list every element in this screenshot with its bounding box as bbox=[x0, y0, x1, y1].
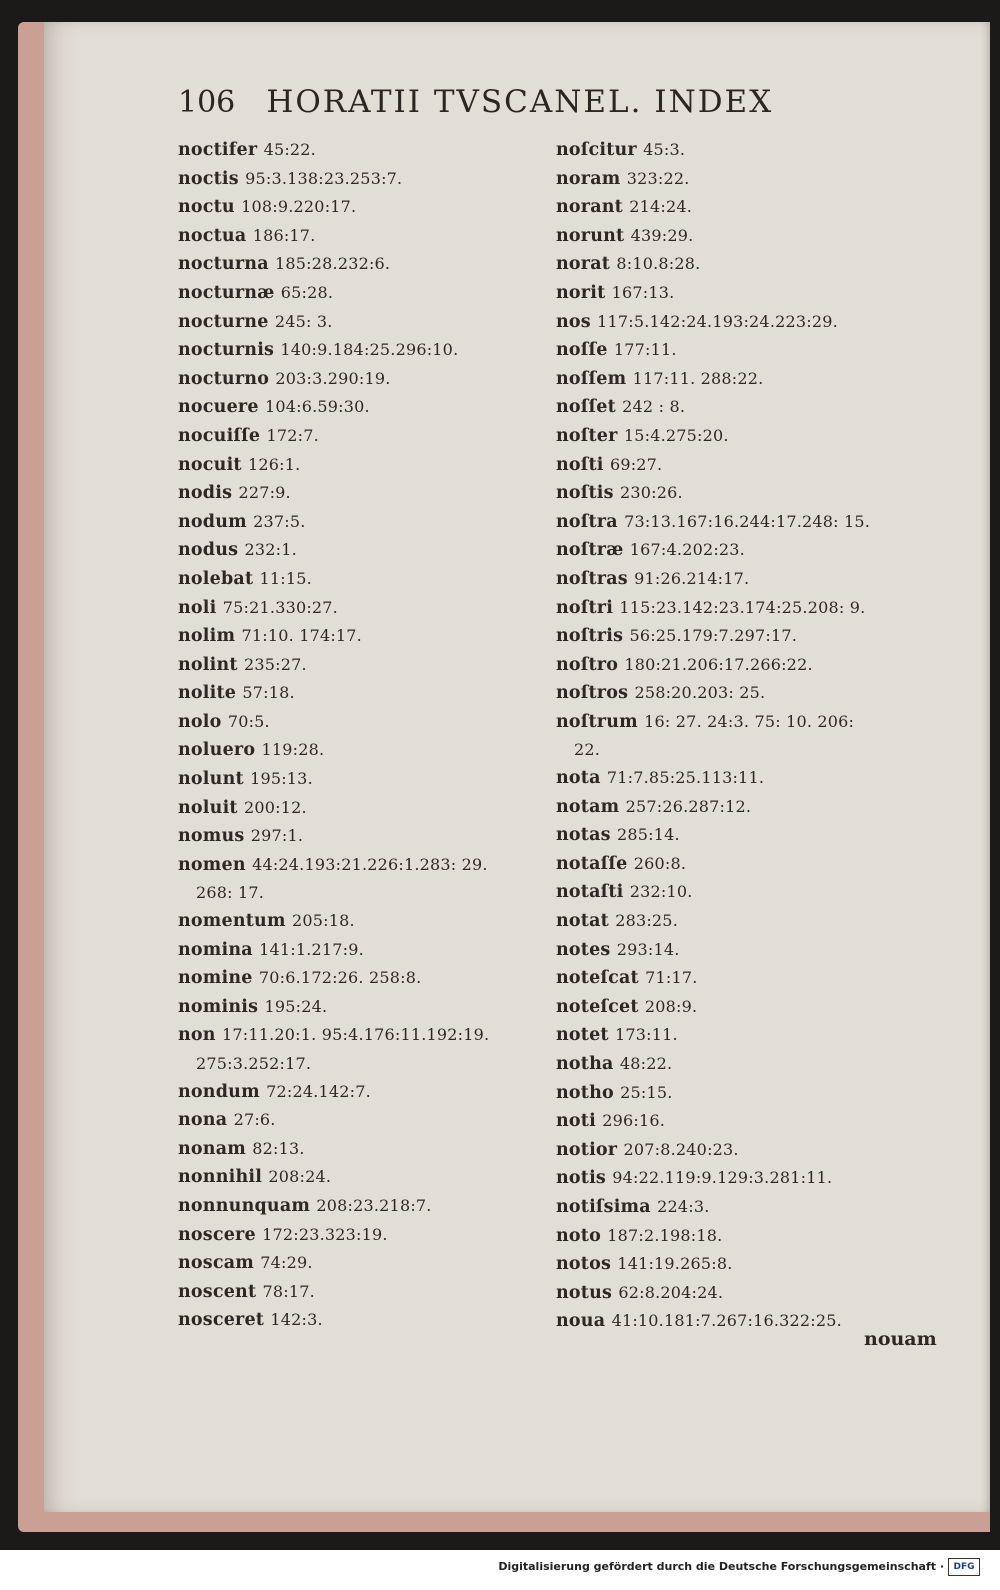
entry-references: 200:12. bbox=[244, 797, 307, 817]
entry-references: 140:9.184:25.296:10. bbox=[280, 340, 459, 360]
index-entry bbox=[178, 565, 558, 594]
index-entry bbox=[178, 336, 558, 365]
entry-references: 167:13. bbox=[611, 282, 675, 302]
entry-references: 205:18. bbox=[292, 911, 355, 931]
entry-references: 141:1.217:9. bbox=[259, 939, 364, 959]
entry-word: nondum bbox=[178, 1081, 260, 1102]
index-entry bbox=[178, 365, 558, 394]
digitization-credit: Digitalisierung gefördert durch die Deutsche Forschungsgemeinschaft · bbox=[498, 1560, 944, 1573]
index-entry bbox=[556, 622, 956, 651]
index-entry bbox=[178, 1021, 558, 1050]
index-entry bbox=[178, 736, 558, 765]
entry-references: 173:11. bbox=[615, 1025, 678, 1045]
entry-word: norat bbox=[556, 254, 611, 275]
entry-references: 69:27. bbox=[609, 454, 663, 474]
entry-word: noctifer bbox=[178, 140, 258, 160]
entry-word: non bbox=[178, 1025, 216, 1046]
entry-references: 94:22.119:9.129:3.281:11. bbox=[612, 1168, 833, 1188]
index-entry bbox=[556, 679, 956, 708]
index-entry bbox=[178, 136, 558, 165]
entry-references: 65:28. bbox=[280, 282, 334, 302]
entry-word: noscent bbox=[178, 1281, 257, 1302]
entry-word: noteſcet bbox=[556, 996, 639, 1017]
entry-references: 293:14. bbox=[616, 939, 680, 959]
entry-references: 167:4.202:23. bbox=[629, 540, 745, 560]
entry-word: noſtra bbox=[556, 511, 618, 532]
entry-word: noſtræ bbox=[556, 540, 624, 561]
index-entry bbox=[556, 393, 956, 422]
entry-references: 237:5. bbox=[253, 511, 306, 531]
entry-references: 232:10. bbox=[629, 882, 693, 902]
index-entry bbox=[178, 851, 558, 880]
footer-bar bbox=[0, 1550, 1000, 1590]
index-entry bbox=[178, 193, 558, 222]
entry-word: noctua bbox=[178, 225, 247, 246]
entry-word: noram bbox=[556, 168, 621, 189]
index-entry bbox=[556, 1107, 956, 1136]
entry-references: 232:1. bbox=[244, 540, 297, 560]
entry-word: nocturnis bbox=[178, 340, 275, 361]
entry-references: 257:26.287:12. bbox=[625, 796, 752, 816]
entry-word: noluero bbox=[178, 740, 256, 761]
index-entry bbox=[556, 936, 956, 965]
entry-word: notus bbox=[556, 1282, 613, 1303]
entry-references: 187:2.198:18. bbox=[607, 1225, 723, 1245]
entry-word: notet bbox=[556, 1025, 609, 1046]
index-entry bbox=[178, 479, 558, 508]
entry-word: noluit bbox=[178, 797, 238, 818]
entry-references: 71:10. 174:17. bbox=[241, 626, 362, 646]
entry-word: nocuit bbox=[178, 454, 242, 475]
entry-references: 275:3.252:17. bbox=[196, 1054, 312, 1073]
entry-references: 323:22. bbox=[626, 168, 690, 188]
entry-word: nomentum bbox=[178, 911, 286, 932]
index-column-left bbox=[178, 136, 558, 1335]
index-entry bbox=[178, 822, 558, 851]
entry-word: nodis bbox=[178, 483, 233, 504]
entry-word: nolebat bbox=[178, 568, 254, 589]
running-title: HORATII TVSCANEL. INDEX bbox=[266, 84, 774, 120]
index-entry bbox=[556, 964, 956, 993]
entry-word: nomine bbox=[178, 968, 253, 989]
entry-references: 17:11.20:1. 95:4.176:11.192:19. bbox=[222, 1025, 490, 1045]
entry-references: 27:6. bbox=[233, 1110, 276, 1130]
index-entry bbox=[556, 508, 956, 537]
index-entry bbox=[178, 508, 558, 537]
entry-references: 260:8. bbox=[633, 853, 687, 873]
entry-word: noli bbox=[178, 597, 217, 618]
entry-references: 172:7. bbox=[266, 425, 319, 445]
entry-word: noscere bbox=[178, 1224, 256, 1245]
index-entry bbox=[556, 479, 956, 508]
entry-references: 117:11. 288:22. bbox=[632, 368, 764, 388]
entry-word: noſtro bbox=[556, 654, 619, 675]
index-entry bbox=[178, 1306, 558, 1335]
entry-references: 142:3. bbox=[270, 1310, 323, 1330]
entry-word: noua bbox=[556, 1311, 606, 1332]
index-entry bbox=[178, 907, 558, 936]
entry-references: 62:8.204:24. bbox=[618, 1282, 724, 1302]
index-entry-continuation bbox=[178, 879, 558, 907]
entry-references: 119:28. bbox=[261, 740, 325, 760]
index-entry bbox=[178, 1135, 558, 1164]
index-entry bbox=[178, 936, 558, 965]
index-entry bbox=[556, 850, 956, 879]
index-entry bbox=[178, 964, 558, 993]
entry-references: 172:23.323:19. bbox=[262, 1224, 388, 1244]
index-entry bbox=[556, 1079, 956, 1108]
index-entry bbox=[556, 878, 956, 907]
entry-references: 235:27. bbox=[244, 654, 307, 674]
entry-word: nocturne bbox=[178, 311, 269, 332]
entry-references: 283:25. bbox=[615, 911, 678, 931]
entry-references: 22. bbox=[574, 740, 601, 760]
entry-references: 230:26. bbox=[620, 483, 683, 503]
entry-references: 11:15. bbox=[259, 568, 312, 588]
entry-references: 126:1. bbox=[248, 454, 301, 474]
index-entry bbox=[556, 336, 956, 365]
index-entry bbox=[178, 393, 558, 422]
entry-references: 214:24. bbox=[629, 197, 693, 217]
entry-references: 224:3. bbox=[657, 1196, 710, 1216]
entry-word: nolite bbox=[178, 683, 237, 704]
index-entry bbox=[178, 422, 558, 451]
entry-word: nomen bbox=[178, 854, 246, 875]
index-entry bbox=[556, 1193, 956, 1222]
index-entry bbox=[178, 1106, 558, 1135]
entry-references: 71:7.85:25.113:11. bbox=[606, 768, 765, 788]
index-entry bbox=[556, 365, 956, 394]
entry-references: 297:1. bbox=[250, 826, 304, 846]
entry-references: 45:22. bbox=[263, 140, 316, 159]
entry-word: nocuiſſe bbox=[178, 425, 261, 446]
index-entry bbox=[178, 622, 558, 651]
index-entry bbox=[178, 794, 558, 823]
entry-references: 208:23.218:7. bbox=[316, 1195, 432, 1215]
page-number: 106 bbox=[178, 85, 236, 120]
entry-references: 186:17. bbox=[252, 225, 316, 245]
index-entry bbox=[178, 451, 558, 480]
entry-references: 8:10.8:28. bbox=[616, 254, 701, 274]
entry-word: nolunt bbox=[178, 769, 244, 790]
entry-references: 242 : 8. bbox=[622, 397, 686, 417]
entry-word: notho bbox=[556, 1082, 614, 1103]
entry-references: 195:24. bbox=[264, 996, 328, 1016]
index-entry bbox=[556, 1136, 956, 1165]
entry-references: 75:21.330:27. bbox=[222, 597, 338, 617]
entry-word: notas bbox=[556, 825, 611, 846]
entry-word: norit bbox=[556, 282, 606, 303]
entry-word: nos bbox=[556, 311, 591, 332]
entry-word: notam bbox=[556, 796, 620, 817]
entry-references: 70:5. bbox=[227, 711, 270, 731]
entry-references: 82:13. bbox=[252, 1138, 305, 1158]
index-entry bbox=[178, 308, 558, 337]
entry-word: nomus bbox=[178, 826, 245, 847]
entry-references: 208:9. bbox=[644, 996, 698, 1016]
entry-references: 180:21.206:17.266:22. bbox=[624, 654, 813, 674]
entry-word: nocturna bbox=[178, 254, 269, 275]
entry-word: nona bbox=[178, 1110, 228, 1131]
entry-word: notat bbox=[556, 911, 609, 932]
entry-word: nodum bbox=[178, 511, 247, 532]
entry-word: notaſti bbox=[556, 882, 624, 903]
entry-references: 117:5.142:24.193:24.223:29. bbox=[597, 311, 838, 331]
entry-word: noſtrum bbox=[556, 711, 638, 732]
entry-word: nolim bbox=[178, 626, 236, 647]
entry-word: nonam bbox=[178, 1138, 246, 1159]
index-entry bbox=[178, 279, 558, 308]
entry-word: noſſe bbox=[556, 340, 608, 361]
entry-word: noſtras bbox=[556, 568, 628, 589]
entry-references: 95:3.138:23.253:7. bbox=[245, 168, 403, 188]
entry-word: notha bbox=[556, 1054, 614, 1074]
entry-references: 141:19.265:8. bbox=[617, 1254, 733, 1274]
index-entry bbox=[556, 907, 956, 936]
entry-references: 41:10.181:7.267:16.322:25. bbox=[611, 1311, 842, 1331]
index-entry bbox=[178, 250, 558, 279]
index-entry bbox=[556, 536, 956, 565]
entry-references: 245: 3. bbox=[274, 311, 333, 331]
index-entry bbox=[556, 250, 956, 279]
entry-references: 73:13.167:16.244:17.248: 15. bbox=[624, 511, 871, 531]
entry-references: 45:3. bbox=[643, 140, 686, 159]
entry-word: noscam bbox=[178, 1253, 254, 1274]
entry-word: notes bbox=[556, 939, 611, 960]
index-entry bbox=[556, 793, 956, 822]
index-entry bbox=[178, 536, 558, 565]
index-entry bbox=[178, 1221, 558, 1250]
entry-word: noctu bbox=[178, 197, 235, 218]
catchword: nouam bbox=[864, 1328, 937, 1350]
entry-references: 177:11. bbox=[613, 340, 677, 360]
index-entry bbox=[178, 1249, 558, 1278]
index-entry bbox=[178, 222, 558, 251]
entry-word: notaſſe bbox=[556, 853, 628, 874]
index-entry bbox=[556, 651, 956, 680]
index-entry bbox=[556, 1050, 956, 1079]
index-entry-continuation bbox=[556, 736, 956, 764]
index-entry-continuation bbox=[178, 1050, 558, 1078]
entry-references: 207:8.240:23. bbox=[623, 1139, 739, 1159]
entry-word: nodus bbox=[178, 540, 239, 561]
entry-references: 48:22. bbox=[619, 1054, 673, 1073]
entry-word: noſſem bbox=[556, 368, 627, 389]
entry-references: 15:4.275:20. bbox=[623, 425, 729, 445]
index-entry bbox=[556, 708, 956, 737]
entry-references: 439:29. bbox=[630, 225, 694, 245]
index-entry bbox=[178, 1278, 558, 1307]
entry-references: 268: 17. bbox=[196, 883, 265, 903]
entry-references: 108:9.220:17. bbox=[241, 197, 357, 217]
entry-word: notiſsima bbox=[556, 1196, 651, 1217]
entry-references: 227:9. bbox=[238, 483, 291, 503]
entry-references: 16: 27. 24:3. 75: 10. 206: bbox=[644, 711, 855, 731]
index-entry bbox=[556, 993, 956, 1022]
entry-word: norunt bbox=[556, 225, 625, 246]
entry-references: 74:29. bbox=[260, 1253, 313, 1273]
entry-word: noſti bbox=[556, 454, 604, 475]
entry-word: nota bbox=[556, 768, 601, 789]
entry-references: 70:6.172:26. 258:8. bbox=[258, 968, 422, 988]
index-entry bbox=[178, 993, 558, 1022]
entry-word: nocuere bbox=[178, 397, 259, 418]
entry-word: nonnihil bbox=[178, 1167, 263, 1188]
running-header bbox=[178, 84, 878, 134]
index-entry bbox=[178, 651, 558, 680]
entry-references: 195:13. bbox=[250, 769, 313, 789]
entry-references: 57:18. bbox=[242, 683, 295, 703]
index-entry bbox=[178, 1192, 558, 1221]
index-entry bbox=[556, 1250, 956, 1279]
index-entry bbox=[556, 165, 956, 194]
index-entry bbox=[556, 451, 956, 480]
index-entry bbox=[556, 222, 956, 251]
entry-word: noſſet bbox=[556, 397, 616, 418]
entry-references: 258:20.203: 25. bbox=[634, 683, 766, 703]
entry-references: 25:15. bbox=[620, 1082, 673, 1102]
index-entry bbox=[556, 193, 956, 222]
entry-references: 296:16. bbox=[602, 1111, 666, 1131]
entry-word: nocturno bbox=[178, 368, 270, 389]
entry-references: 78:17. bbox=[262, 1281, 315, 1301]
index-entry bbox=[178, 679, 558, 708]
entry-word: noti bbox=[556, 1111, 596, 1132]
entry-references: 72:24.142:7. bbox=[266, 1081, 371, 1101]
entry-word: nonnunquam bbox=[178, 1195, 311, 1216]
index-column-right bbox=[556, 136, 956, 1336]
entry-word: noſtros bbox=[556, 683, 629, 704]
index-entry bbox=[556, 279, 956, 308]
entry-word: nocturnæ bbox=[178, 282, 275, 303]
index-entry bbox=[556, 1021, 956, 1050]
entry-references: 285:14. bbox=[616, 825, 680, 845]
index-entry bbox=[556, 1164, 956, 1193]
entry-references: 44:24.193:21.226:1.283: 29. bbox=[252, 854, 488, 874]
entry-word: nomina bbox=[178, 939, 253, 960]
index-entry bbox=[556, 1222, 956, 1251]
entry-word: notior bbox=[556, 1139, 618, 1160]
dfg-logo-icon: DFG bbox=[948, 1558, 980, 1576]
index-entry bbox=[556, 821, 956, 850]
index-entry bbox=[556, 308, 956, 337]
entry-word: noſter bbox=[556, 425, 618, 446]
index-entry bbox=[556, 764, 956, 793]
entry-references: 203:3.290:19. bbox=[275, 368, 391, 388]
index-entry bbox=[178, 165, 558, 194]
entry-word: noſtri bbox=[556, 597, 614, 618]
entry-word: noſcitur bbox=[556, 140, 637, 160]
entry-word: nominis bbox=[178, 996, 259, 1017]
entry-references: 185:28.232:6. bbox=[275, 254, 391, 274]
entry-word: noto bbox=[556, 1225, 601, 1246]
entry-word: nolint bbox=[178, 654, 238, 675]
index-entry bbox=[178, 765, 558, 794]
index-entry bbox=[556, 1279, 956, 1308]
entry-references: 71:17. bbox=[645, 968, 698, 988]
index-entry bbox=[556, 565, 956, 594]
index-entry bbox=[556, 136, 956, 165]
entry-references: 91:26.214:17. bbox=[634, 568, 750, 588]
entry-word: noctis bbox=[178, 168, 239, 189]
entry-word: nolo bbox=[178, 711, 222, 732]
entry-word: noſtris bbox=[556, 626, 624, 647]
index-entry bbox=[178, 594, 558, 623]
index-entry bbox=[178, 708, 558, 737]
index-entry bbox=[178, 1078, 558, 1107]
entry-references: 104:6.59:30. bbox=[264, 397, 370, 417]
index-entry bbox=[556, 422, 956, 451]
index-entry bbox=[556, 594, 956, 623]
entry-word: noteſcat bbox=[556, 968, 639, 989]
index-entry bbox=[178, 1163, 558, 1192]
entry-word: notos bbox=[556, 1254, 612, 1275]
entry-references: 208:24. bbox=[268, 1167, 332, 1187]
entry-word: notis bbox=[556, 1168, 606, 1189]
entry-references: 56:25.179:7.297:17. bbox=[629, 626, 798, 646]
entry-word: noſtis bbox=[556, 483, 614, 504]
entry-word: norant bbox=[556, 197, 623, 218]
entry-references: 115:23.142:23.174:25.208: 9. bbox=[619, 597, 866, 617]
entry-word: nosceret bbox=[178, 1310, 265, 1331]
